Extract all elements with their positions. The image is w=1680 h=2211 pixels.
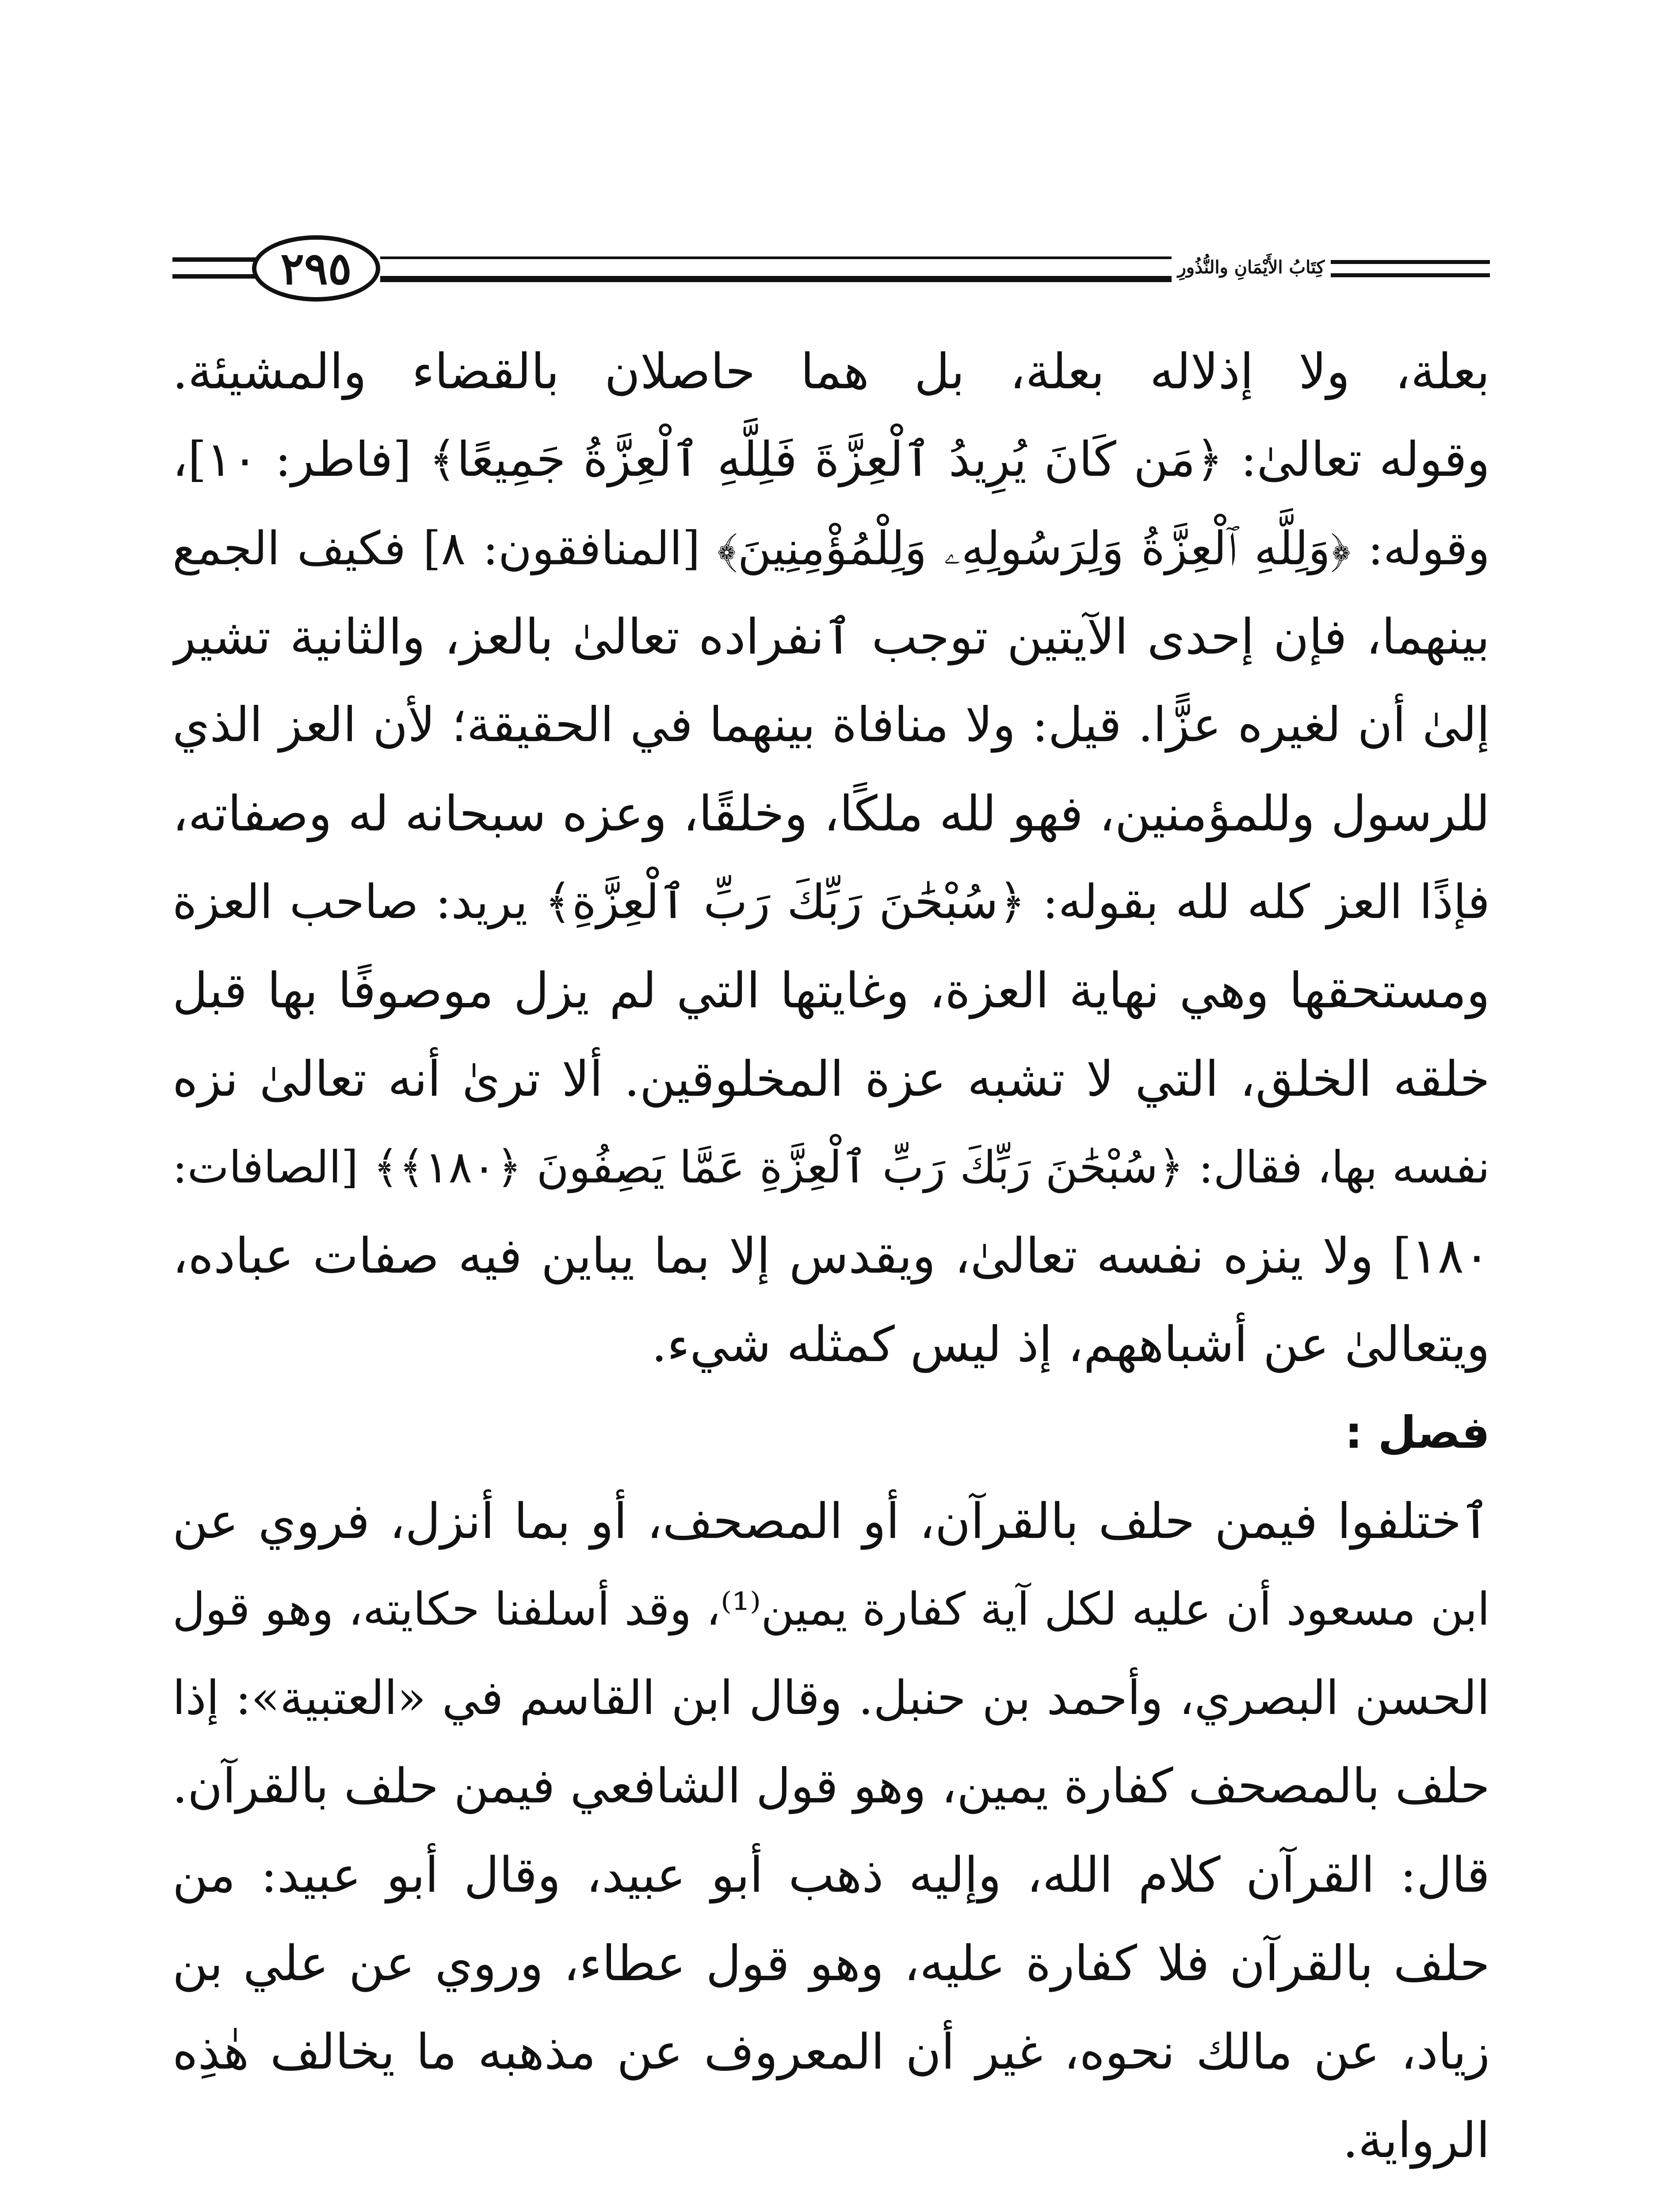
text-line: إلىٰ أن لغيره عزًّا. قيل: ولا منافاة بينهما في الحقيقة؛ لأن العز الذي	[172, 697, 1490, 753]
header-rule	[172, 257, 256, 262]
text-line: الرواية.	[1342, 2112, 1490, 2169]
text-line: قال: القرآن كلام الله، وإليه ذهب أبو عبيد، وقال أبو عبيد: من	[172, 1847, 1490, 1903]
text-line: بينهما، فإن إحدى الآيتين توجب ٱنفراده تعالىٰ بالعز، والثانية تشير	[172, 608, 1490, 665]
section-heading: فصل :	[1344, 1407, 1490, 1458]
text-line: وقوله: ﴿وَلِلَّهِ ٱلْعِزَّةُ وَلِرَسُولِهِۦ وَلِلْمُؤْمِنِينَ﴾ [المنافقون: ٨] فكيف الجمع	[172, 521, 1490, 575]
main-text	[172, 327, 1490, 2184]
page-header	[172, 230, 1490, 305]
text-line: للرسول وللمؤمنين، فهو لله ملكًا، وخلقًا، وعزه سبحانه له وصفاته،	[172, 785, 1490, 842]
header-rule	[380, 276, 1172, 282]
text-line: ١٨٠] ولا ينزه نفسه تعالىٰ، ويقدس إلا بما يباين فيه صفات عباده،	[172, 1228, 1490, 1284]
text-line: وقوله تعالىٰ: ﴿مَن كَانَ يُرِيدُ ٱلْعِزَّةَ فَلِلَّهِ ٱلْعِزَّةُ جَمِيعًا﴾ [فاطر: ١٠]،	[172, 432, 1490, 487]
text-line: نفسه بها، فقال: ﴿سُبْحَٰنَ رَبِّكَ رَبِّ ٱلْعِزَّةِ عَمَّا يَصِفُونَ ﴿١٨٠﴾﴾ [الصافات:	[172, 1141, 1490, 1193]
header-rule	[172, 274, 256, 279]
text-line: بعلة، ولا إذلاله بعلة، بل هما حاصلان بالقضاء والمشيئة.	[172, 343, 1490, 400]
text-line: خلقه الخلق، التي لا تشبه عزة المخلوقين. ألا ترىٰ أنه تعالىٰ نزه	[172, 1051, 1490, 1107]
header-rule	[1331, 260, 1490, 264]
text-line: زياد، عن مالك نحوه، غير أن المعروف عن مذهبه ما يخالف هٰذِه	[172, 2024, 1490, 2080]
text-line: حلف بالمصحف كفارة يمين، وهو قول الشافعي فيمن حلف بالقرآن.	[172, 1759, 1490, 1814]
header-rule	[380, 256, 1172, 259]
text-line: الحسن البصري، وأحمد بن حنبل. وقال ابن القاسم في «العتبية»: إذا	[172, 1671, 1490, 1725]
header-rule	[1331, 273, 1490, 277]
text-line: حلف بالقرآن فلا كفارة عليه، وهو قول عطاء، وروي عن علي بن	[172, 1935, 1490, 1992]
text-line: ٱختلفوا فيمن حلف بالقرآن، أو المصحف، أو بما أنزل، فروي عن	[172, 1493, 1490, 1549]
text-line: ابن مسعود أن عليه لكل آية كفارة يمين⁽¹⁾، وقد أسلفنا حكايته، وهو قول	[172, 1583, 1490, 1636]
text-line: ويتعالىٰ عن أشباههم، إذ ليس كمثله شيء.	[651, 1316, 1490, 1373]
running-title: كِتَابُ الأَيْمَانِ والنُّذُورِ	[1177, 257, 1325, 278]
text-line: ومستحقها وهي نهاية العزة، وغايتها التي لم يزل موصوفًا بها قبل	[172, 962, 1490, 1019]
text-line: فإذًا العز كله لله بقوله: ﴿سُبْحَٰنَ رَبِّكَ رَبِّ ٱلْعِزَّةِ﴾ يريد: صاحب العزة	[172, 875, 1490, 929]
page-number: ٢٩٥	[280, 242, 352, 295]
